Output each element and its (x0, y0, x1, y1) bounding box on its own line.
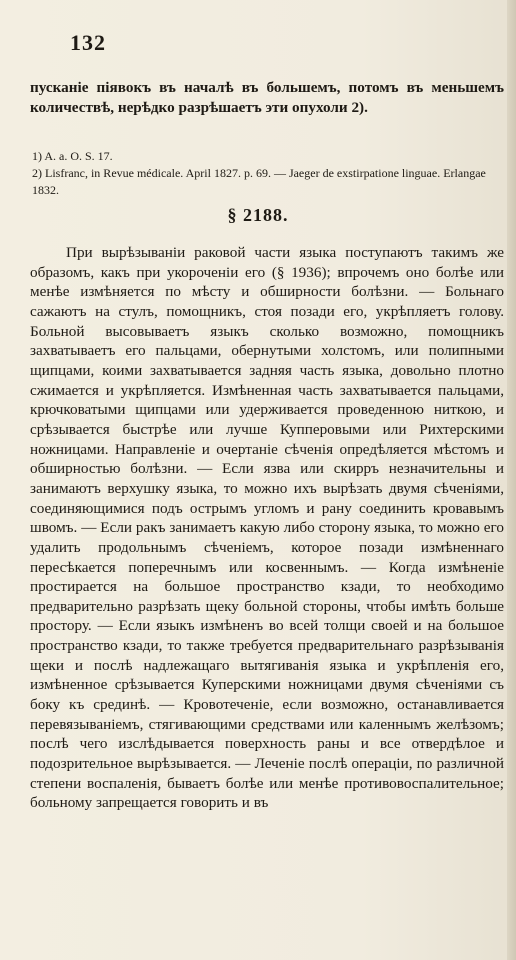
lead-paragraph: пусканіе піявокъ въ началѣ въ большемъ, потомъ въ меньшемъ количествѣ, нерѣдко разрѣшаетъ эти опухоли 2). (30, 79, 504, 116)
footnotes (32, 148, 504, 199)
section-heading: § 2188. (227, 205, 289, 225)
main-paragraph: При вырѣзываніи раковой части языка поступаютъ такимъ же образомъ, какъ при укороченіи его (§ 1936); впрочемъ оно болѣе или менѣе измѣняется по мѣсту и обширности болѣзни. — Больнаго сажаютъ на стулъ, помощникъ, стоя позади его, укрѣпляетъ голову. Больной высовываетъ языкъ сколько возможно, помощникъ захватываетъ его пальцами, обернутыми холстомъ, или полипными щипцами, коими захватывается задняя часть языка, довольно плотно сжимается и укрѣпляется. Измѣненная часть захватывается пальцами, крючковатыми щипцами или удерживается проведенною ниткою, и срѣзывается быстрѣе или лучше Купперовыми или Рихтерскими ножницами. Направленіе и очертаніе сѣченія опредѣляется мѣстомъ и обширностью болѣзни. — Если язва или скирръ незначительны и занимаютъ верхушку языка, то можно ихъ вырѣзать двумя сѣченіями, соединяющимися подъ острымъ угломъ и рану соединить кровавымъ швомъ. — Если ракъ занимаетъ какую либо сторону языка, то можно его удалить продольнымъ сѣченіемъ, которое позади измѣненнаго пересѣкается поперечнымъ или косвеннымъ. — Когда измѣненіе простирается на большое пространство кзади, то необходимо предварительно разрѣзать щеку больной стороны, чтобы имѣть больше простору. — Если языкъ измѣненъ во всей толщи своей и на большое пространство кзади, то также требуется предварительнаго разрѣзыванія щеки и послѣ надлежащаго вытягиванія языка и укрѣпленія его, измѣненное срѣзывается Куперскими ножницами двумя сѣченіями съ боку къ срединѣ. — Кровотеченіе, если возможно, останавливается перевязываніемъ, стягивающими средствами или каленнымъ желѣзомъ; послѣ чего изслѣдывается поверхность раны и все отвердѣлое и подозрительное вырѣзывается. — Леченіе послѣ операціи, по различной степени воспаленія, бываетъ болѣе или менѣе противовоспалительное; больному запрещается говорить и въ (30, 244, 504, 812)
page-edge-shadow (507, 0, 516, 960)
footnote-2: 2) Lisfranc, in Revue médicale. April 1827. p. 69. — Jaeger de exstirpatione linguae. Erlangae 1832. (32, 166, 486, 197)
footnote-1: 1) A. a. O. S. 17. (32, 149, 113, 163)
page-number: 132 (70, 30, 106, 55)
